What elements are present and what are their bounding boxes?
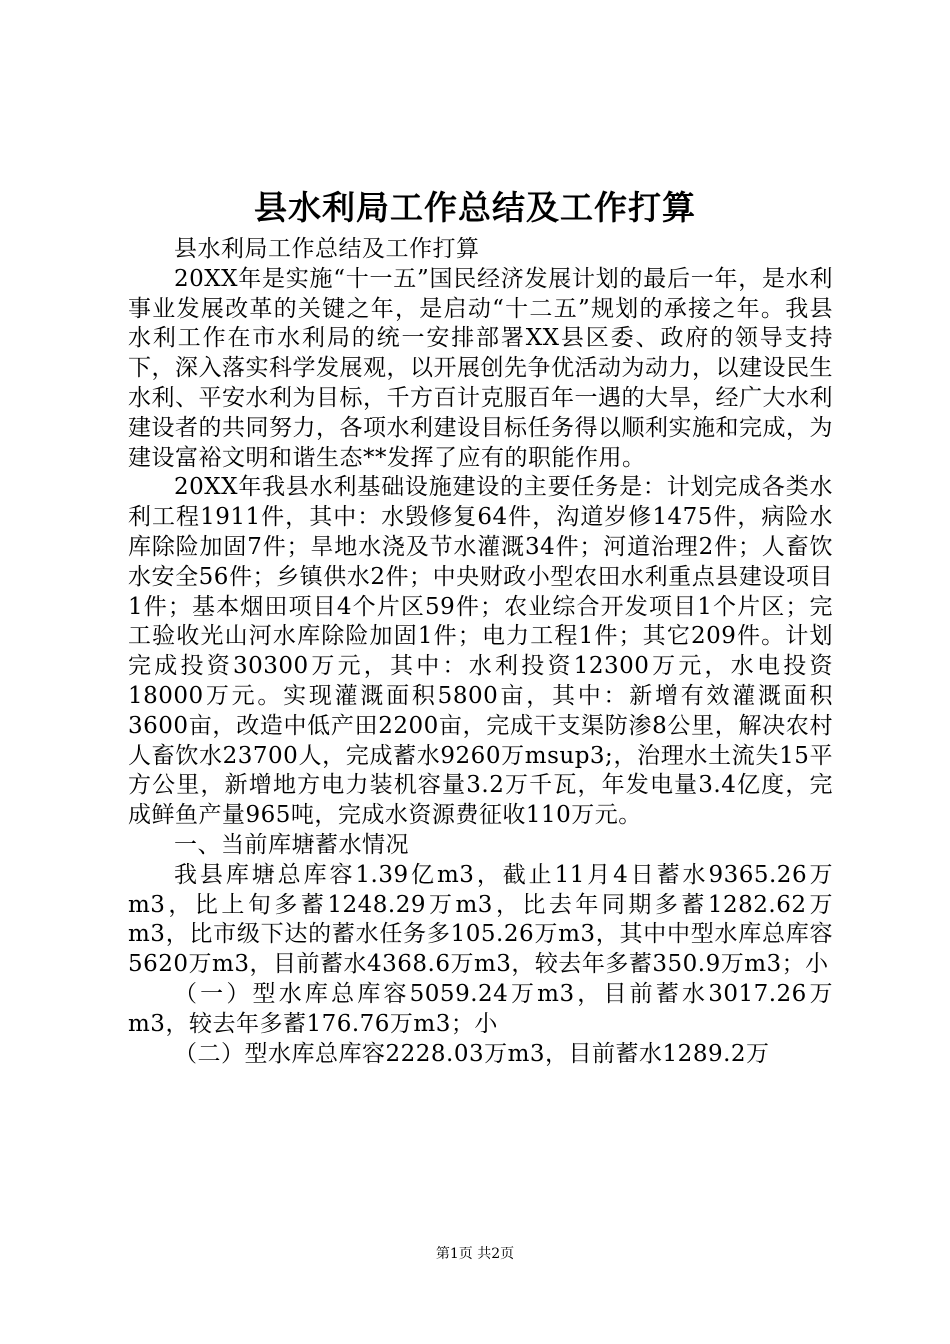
page-number: 第1页 共2页 bbox=[435, 1246, 515, 1262]
paragraph-intro: 20XX年是实施“十一五”国民经济发展计划的最后一年，是水利事业发展改革的关键之年，是启动“十二五”规划的承接之年。我县水利工作在市水利局的统一安排部署XX县区委、政府的领导支持下，深入落实科学发展观，以开展创先争优活动为动力，以建设民生水利、平安水利为目标，千方百计克服百年一遇的大旱，经广大水利建设者的共同努力，各项水利建设目标任务得以顺利实施和完成，为建设富裕文明和谐生态**发挥了应有的职能作用。 bbox=[128, 265, 833, 471]
paragraph-tasks: 20XX年我县水利基础设施建设的主要任务是：计划完成各类水利工程1911件，其中：水毁修复64件，沟道岁修1475件，病险水库除险加固7件；旱地水浇及节水灌溉34件；河道治理2件；人畜饮水安全56件；乡镇供水2件；中央财政小型农田水利重点县建设项目1件；基本烟田项目4个片区59件；农业综合开发项目1个片区；完工验收光山河水库除险加固1件；电力工程1件；其它209件。计划完成投资30300万元，其中：水利投资12300万元，水电投资18000万元。实现灌溉面积5800亩，其中：新增有效灌溉面积3600亩，改造中低产田2200亩，完成干支渠防渗8公里，解决农村人畜饮水23700人，完成蓄水9260万msup3;，治理水土流失15平方公里，新增地方电力装机容量3.2万千瓦，年发电量3.4亿度，完成鲜鱼产量965吨，完成水资源费征收110万元。 bbox=[128, 474, 833, 829]
paragraph-storage: 我县库塘总库容1.39亿m3，截止11月4日蓄水9365.26万m3，比上旬多蓄1248.29万m3，比去年同期多蓄1282.62万m3，比市级下达的蓄水任务多105.26万m3，其中中型水库总库容5620万m3，目前蓄水4368.6万m3，较去年多蓄350.9万m3；小 bbox=[128, 861, 833, 978]
section-heading: 一、当前库塘蓄水情况 bbox=[174, 831, 409, 858]
paragraph-subtitle: 县水利局工作总结及工作打算 bbox=[174, 236, 480, 262]
paragraph-small-reservoir-1: （一）型水库总库容5059.24万m3，目前蓄水3017.26万m3，较去年多蓄176.76万m3；小 bbox=[128, 980, 833, 1037]
paragraph-small-reservoir-2: （二）型水库总库容2228.03万m3，目前蓄水1289.2万 bbox=[174, 1040, 770, 1067]
document-body bbox=[128, 235, 833, 1069]
document-title: 县水利局工作总结及工作打算 bbox=[254, 188, 696, 227]
